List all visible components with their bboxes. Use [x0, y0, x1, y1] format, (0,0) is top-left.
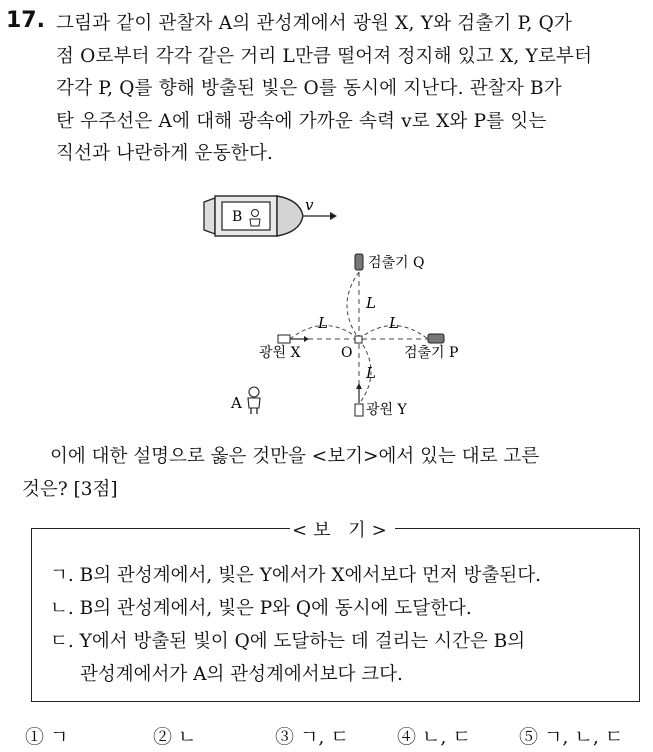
origin-label: O — [341, 345, 353, 361]
distance-label-p: L — [389, 314, 399, 332]
choice-2[interactable]: ② ㄴ — [153, 726, 197, 748]
observer-a-figure — [248, 387, 260, 414]
detector-p — [428, 334, 444, 343]
detector-q-label: 검출기 Q — [368, 255, 425, 271]
observer-a-label: A — [231, 394, 242, 412]
prompt-line: 것은? [3점] — [22, 479, 118, 500]
question-line: 직선과 나란하게 운동한다. — [56, 143, 274, 164]
question-number: 17. — [6, 8, 45, 33]
bogi-item: ㄴ. B의 관성계에서, 빛은 P와 Q에 동시에 도달한다. — [50, 598, 472, 619]
question-prompt — [22, 440, 642, 506]
choice-1[interactable]: ① ㄱ — [25, 726, 69, 748]
choice-5[interactable]: ⑤ ㄱ, ㄴ, ㄷ — [519, 726, 624, 748]
prompt-line: 이에 대한 설명으로 옳은 것만을 <보기>에서 있는 대로 고른 — [50, 446, 540, 467]
question-line: 그림과 같이 관찰자 A의 관성계에서 광원 X, Y와 검출기 P, Q가 — [56, 13, 573, 34]
bogi-title: <보 기> — [290, 516, 395, 542]
question-line: 각각 P, Q를 향해 방출된 빛은 O를 동시에 지난다. 관찰자 B가 — [56, 78, 562, 99]
origin-point — [355, 336, 362, 343]
choice-3[interactable]: ③ ㄱ, ㄷ — [275, 726, 349, 748]
source-y-label: 광원 Y — [366, 402, 407, 418]
distance-label-x: L — [318, 314, 328, 332]
bogi-item: 관성계에서가 A의 관성계에서보다 크다. — [80, 664, 403, 685]
detector-p-label: 검출기 P — [404, 345, 459, 361]
bogi-box — [31, 528, 640, 702]
bogi-item: ㄷ. Y에서 방출된 빛이 Q에 도달하는 데 걸리는 시간은 B의 — [50, 631, 526, 652]
detector-q — [355, 254, 363, 270]
velocity-label: v — [305, 196, 314, 214]
distance-label-y: L — [366, 364, 376, 382]
bogi-item: ㄱ. B의 관성계에서, 빛은 Y에서가 X에서보다 먼저 방출된다. — [50, 565, 541, 586]
question-line: 점 O로부터 각각 같은 거리 L만큼 떨어져 정지해 있고 X, Y로부터 — [56, 45, 593, 67]
source-x-label: 광원 X — [259, 345, 301, 361]
spaceship — [204, 196, 303, 236]
choice-4[interactable]: ④ ㄴ, ㄷ — [397, 726, 471, 748]
source-y — [355, 404, 363, 416]
ship-observer-label: B — [232, 209, 243, 225]
question-line: 탄 우주선은 A에 대해 광속에 가까운 속력 v로 X와 P를 잇는 — [56, 110, 547, 132]
distance-label-q: L — [366, 294, 376, 312]
source-x — [278, 335, 290, 343]
